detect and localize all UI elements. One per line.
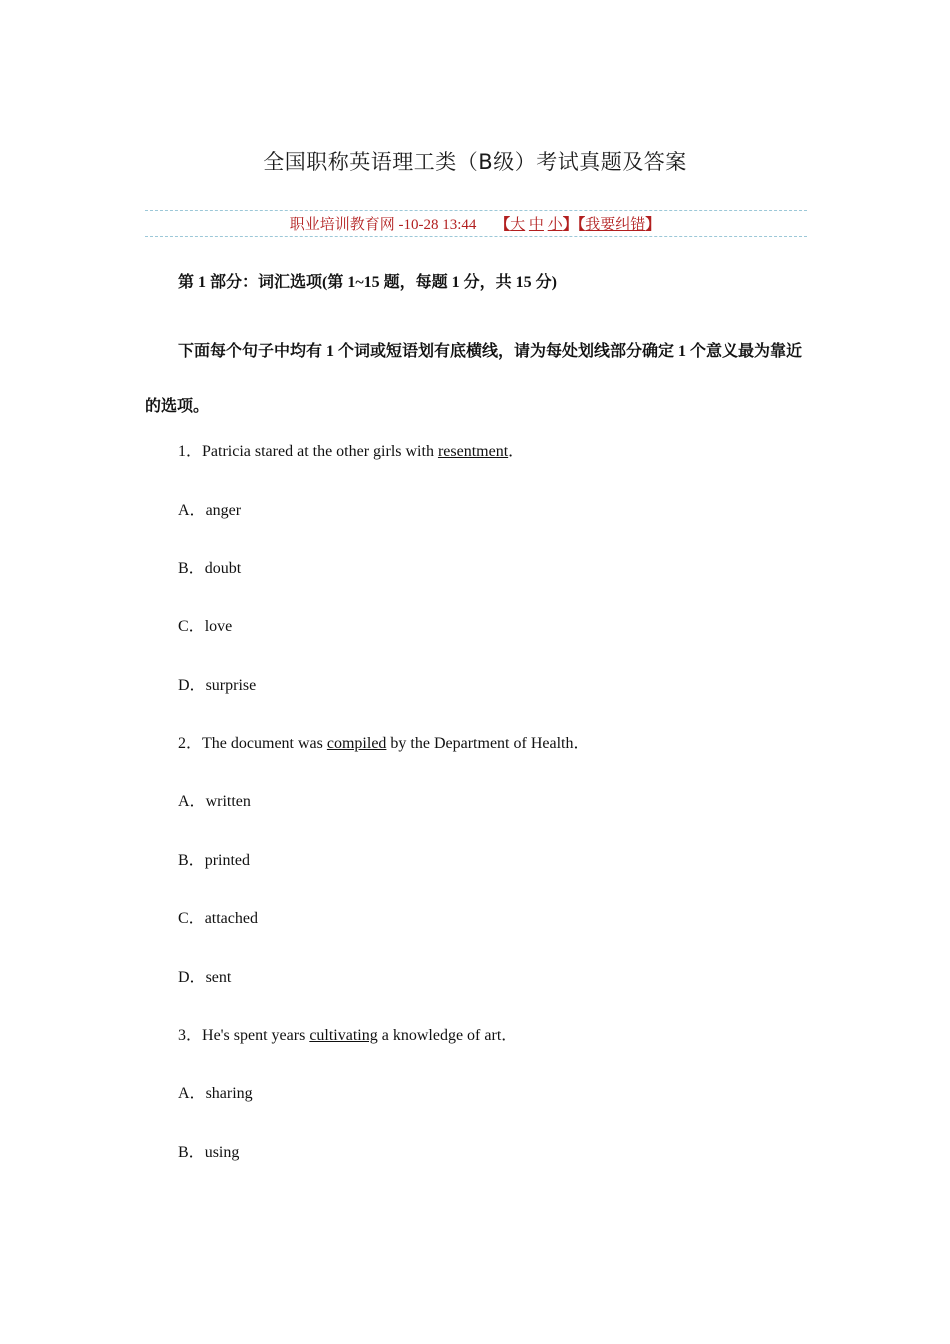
report-error-link[interactable]: 我要纠错 — [585, 217, 646, 233]
option-label: D． — [178, 969, 206, 986]
option-label: B． — [178, 1144, 205, 1161]
option-2b — [178, 847, 250, 870]
option-2d — [178, 964, 231, 987]
option-1a — [178, 497, 241, 520]
question-number: 3． — [178, 1027, 203, 1044]
option-3a — [178, 1080, 253, 1103]
font-size-large-link[interactable]: 大 — [510, 217, 526, 233]
dashed-divider-top — [145, 210, 807, 211]
dashed-divider-bottom — [145, 236, 807, 237]
question-text-before: He's spent years — [202, 1027, 310, 1044]
option-text: sent — [205, 969, 232, 986]
question-text-after: by the Department of Health． — [386, 735, 590, 752]
font-size-small-link[interactable]: 小 — [547, 217, 563, 233]
option-label: B． — [178, 852, 205, 869]
option-text: anger — [205, 502, 242, 519]
option-1c — [178, 613, 232, 636]
option-2a — [178, 788, 251, 811]
bracket-open: 【 — [577, 217, 586, 233]
option-label: A． — [178, 502, 206, 519]
underlined-word: compiled — [326, 735, 387, 752]
question-number: 1． — [178, 443, 203, 460]
bracket-close: 】 — [562, 217, 578, 233]
option-text: attached — [204, 910, 258, 927]
option-label: C． — [178, 618, 205, 635]
option-text: written — [205, 793, 251, 810]
source-date: 职业培训教育网 -10-28 13:44 — [289, 217, 477, 233]
option-text: using — [204, 1144, 240, 1161]
option-text: love — [204, 618, 233, 635]
question-1 — [178, 438, 524, 461]
question-text-before: Patricia stared at the other girls with — [202, 443, 438, 460]
option-1b — [178, 555, 241, 578]
option-label: A． — [178, 1085, 206, 1102]
bracket-close: 】 — [645, 217, 661, 233]
font-size-medium-link[interactable]: 中 — [528, 217, 544, 233]
option-1d — [178, 672, 256, 695]
option-3b — [178, 1139, 239, 1162]
underlined-word: resentment — [437, 443, 509, 460]
question-2 — [178, 730, 589, 753]
question-number: 2． — [178, 735, 203, 752]
underlined-word: cultivating — [309, 1027, 378, 1044]
meta-line — [0, 213, 950, 234]
section-heading: 第 1 部分：词汇选项(第 1~15 题，每题 1 分，共 15 分) — [178, 274, 557, 291]
question-text-after: ． — [508, 443, 525, 460]
question-text-after: a knowledge of art． — [377, 1027, 518, 1044]
option-label: C． — [178, 910, 205, 927]
option-label: D． — [178, 677, 206, 694]
option-2c — [178, 905, 258, 928]
option-text: doubt — [204, 560, 242, 577]
bracket-open: 【 — [495, 217, 511, 233]
instruction-paragraph: 下面每个句子中均有 1 个词或短语划有底横线，请为每处划线部分确定 1 个意义最为靠近的选项。 — [145, 343, 803, 415]
page-title: 全国职称英语理工类（B级）考试真题及答案 — [263, 150, 687, 174]
option-text: sharing — [205, 1085, 253, 1102]
option-label: B． — [178, 560, 205, 577]
option-label: A． — [178, 793, 206, 810]
question-text-before: The document was — [202, 735, 327, 752]
option-text: surprise — [205, 677, 257, 694]
option-text: printed — [204, 852, 251, 869]
question-3 — [178, 1022, 517, 1045]
